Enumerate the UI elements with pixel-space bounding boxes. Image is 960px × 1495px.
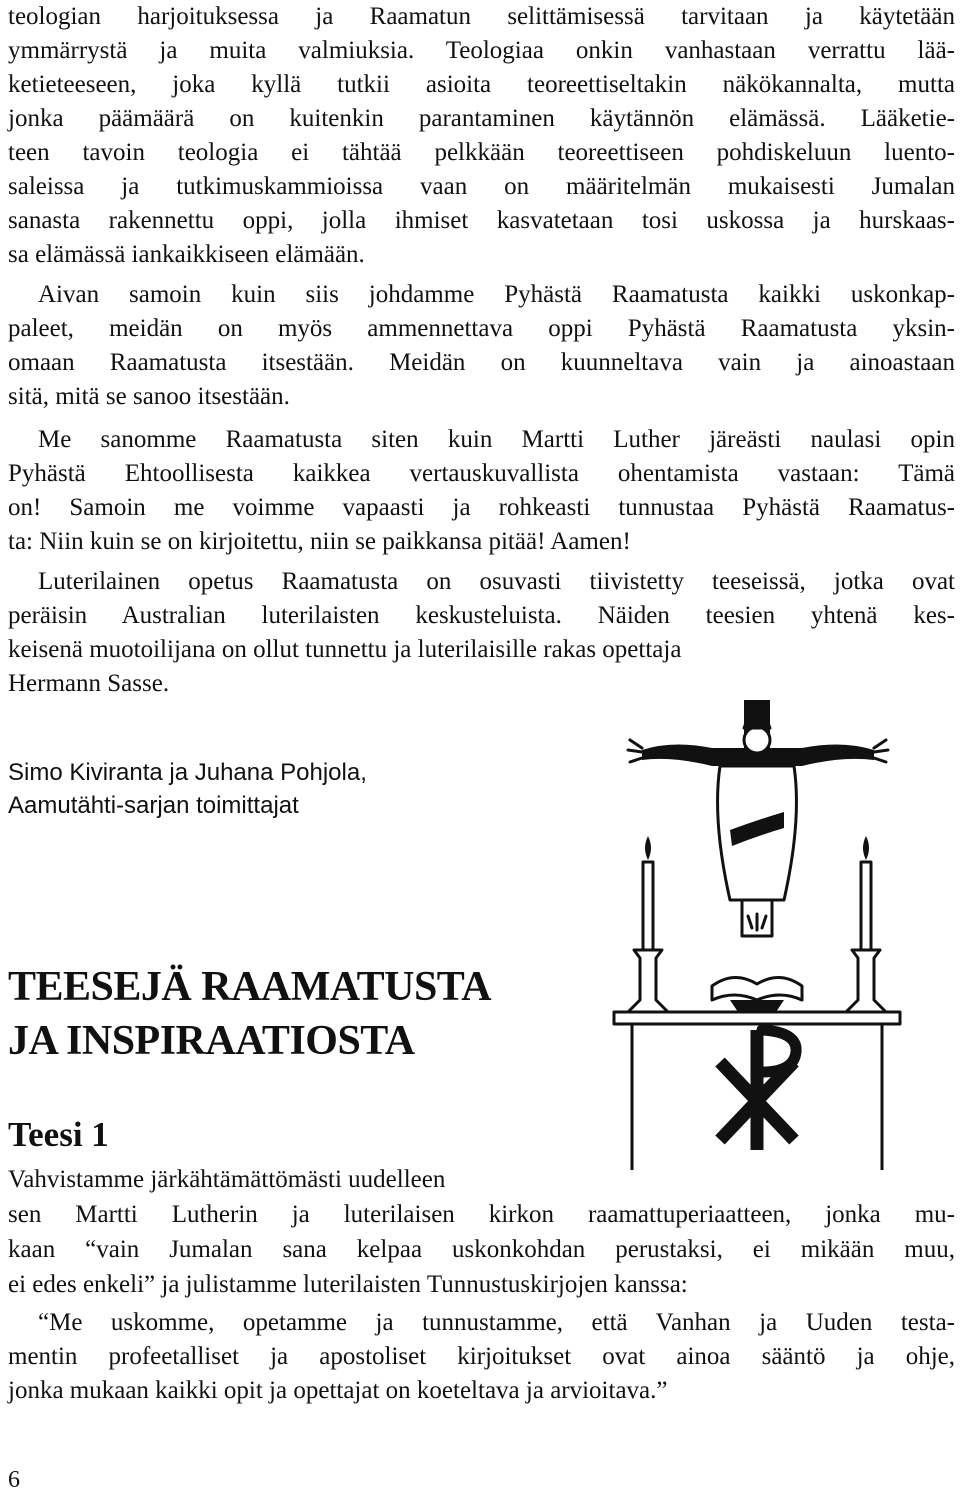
text-line: jonka päämäärä on kuitenkin parantaminen käytännön elämässä. Lääketie-	[8, 105, 955, 132]
text-line: ei edes enkeli” ja julistamme luterilaisten Tunnustuskirjojen kanssa:	[8, 1271, 688, 1298]
rho-loop	[762, 1030, 796, 1072]
left-candlestick	[628, 950, 668, 1012]
signature	[8, 756, 608, 822]
text-line: ta: Niin kuin se on kirjoitettu, niin se paikkansa pitää! Aamen!	[8, 528, 631, 555]
text-line: keisenä muotoilijana on ollut tunnettu ja luterilaisille rakas opettaja	[8, 636, 682, 663]
text-line: peräisin Australian luterilaisten keskusteluista. Näiden teesien yhtenä kes-	[8, 602, 955, 629]
text-line: sen Martti Lutherin ja luterilaisen kirkon raamattuperiaatteen, jonka mu-	[8, 1201, 955, 1228]
left-flame-icon	[645, 836, 651, 860]
signature-role: Aamutähti-sarjan toimittajat	[8, 792, 299, 819]
text-line: omaan Raamatusta itsestään. Meidän on kuunneltava vain ja ainoastaan	[8, 349, 955, 376]
text-line: jonka mukaan kaikki opit ja opettajat on koeteltava ja arvioitava.”	[8, 1377, 668, 1404]
right-hand	[874, 740, 888, 762]
right-candle	[861, 862, 871, 950]
text-line: sitä, mitä se sanoo itsestään.	[8, 383, 290, 410]
right-candlestick	[846, 950, 886, 1012]
paragraph-1	[8, 0, 955, 272]
open-book-icon	[712, 977, 802, 1000]
section-heading-line-1: TEESEJÄ RAAMATUSTA	[8, 964, 492, 1010]
text-line: saleissa ja tutkimuskammioissa vaan on määritelmän mukaisesti Jumalan	[8, 173, 955, 200]
crown-icon	[744, 716, 770, 728]
book-stand	[730, 1000, 784, 1012]
chi-rho-icon	[720, 1030, 794, 1150]
paragraph-4	[8, 565, 955, 701]
right-flame-icon	[863, 836, 869, 860]
text-line: Hermann Sasse.	[8, 670, 170, 697]
signature-names: Simo Kiviranta ja Juhana Pohjola,	[8, 759, 367, 786]
left-hand	[628, 740, 642, 762]
text-line: “Me uskomme, opetamme ja tunnustamme, että Vanhan ja Uuden testa-	[38, 1309, 955, 1336]
altar-illustration	[612, 700, 902, 1170]
text-line: on! Samoin me voimme vapaasti ja rohkeasti tunnustaa Pyhästä Raamatus-	[8, 494, 955, 521]
text-line: sanasta rakennettu oppi, jolla ihmiset kasvatetaan tosi uskossa ja hurskaas-	[8, 207, 955, 234]
text-line: Vahvistamme järkähtämättömästi uudelleen	[8, 1166, 446, 1193]
section-heading-line-2: JA INSPIRAATIOSTA	[8, 1018, 415, 1064]
altar-top	[614, 1012, 900, 1024]
page-number: 6	[8, 1467, 20, 1493]
section-heading	[8, 960, 491, 1068]
confession-quote	[8, 1306, 955, 1408]
text-line: Aivan samoin kuin siis johdamme Pyhästä Raamatusta kaikki uskonkap-	[38, 281, 955, 308]
thesis-title: Teesi 1	[8, 1115, 109, 1154]
text-line: ymmärrystä ja muita valmiuksia. Teologiaa onkin vanhastaan verrattu lää-	[8, 37, 955, 64]
text-line: kaan “vain Jumalan sana kelpaa uskonkohdan perustaksi, ei mikään muu,	[8, 1236, 955, 1263]
paragraph-3	[8, 423, 955, 559]
text-line: paleet, meidän on myös ammennettava oppi Pyhästä Raamatusta yksin-	[8, 315, 955, 342]
paragraph-2	[8, 278, 955, 414]
text-line: mentin profeetalliset ja apostoliset kirjoitukset ovat ainoa sääntö ja ohje,	[8, 1343, 955, 1370]
thesis-body	[8, 1162, 955, 1302]
text-line: Me sanomme Raamatusta siten kuin Martti Luther järeästi naulasi opin	[38, 426, 955, 453]
christ-head	[744, 727, 770, 753]
text-line: Pyhästä Ehtoollisesta kaikkea vertauskuvallista ohentamista vastaan: Tämä	[8, 460, 955, 487]
text-line: ketieteeseen, joka kyllä tutkii asioita teoreettiseltakin näkökannalta, mutta	[8, 71, 955, 98]
text-line: teen tavoin teologia ei tähtää pelkkään teoreettiseen pohdiskeluun luento-	[8, 139, 955, 166]
text-line: sa elämässä iankaikkiseen elämään.	[8, 241, 365, 268]
text-line: Luterilainen opetus Raamatusta on osuvasti tiivistetty teeseissä, jotka ovat	[38, 568, 955, 595]
text-line: teologian harjoituksessa ja Raamatun selittämisessä tarvitaan ja käytetään	[8, 3, 955, 30]
left-candle	[643, 862, 653, 950]
